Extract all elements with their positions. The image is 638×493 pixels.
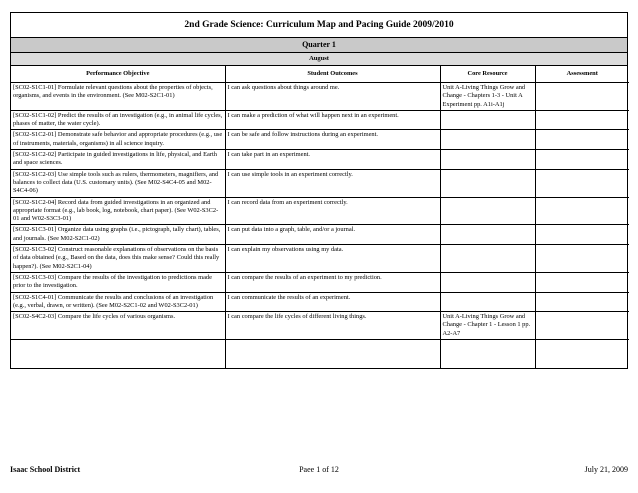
table-row [11, 83, 629, 111]
outcome-cell: I can communicate the results of an experiment. [225, 292, 440, 312]
outcome-cell: I can compare the life cycles of different living things. [225, 312, 440, 340]
outcome-cell: I can record data from an experiment correctly. [225, 197, 440, 225]
assessment-cell [535, 225, 629, 245]
outcome-cell: I can explain my observations using my data. [225, 245, 440, 273]
resource-cell [440, 225, 535, 245]
objective-cell: [SC02-S1C2-03] Use simple tools such as rulers, thermometers, magnifiers, and balances to collect data (U.S. customary units). (See M02-S4C4-05 and M02-S4C4-06) [11, 169, 225, 197]
table-row [11, 130, 629, 150]
table-row [11, 292, 629, 312]
outcome-cell: I can use simple tools in an experiment correctly. [225, 169, 440, 197]
assessment-cell [535, 150, 629, 170]
column-header-resource: Core Resource [440, 66, 535, 83]
resource-cell: Unit A-Living Things Grow and Change - Chapters 1-3 - Unit A Experiment pp. A1i-A1j [440, 83, 535, 111]
resource-cell [440, 272, 535, 292]
resource-cell [440, 130, 535, 150]
column-header-outcomes: Student Outcomes [225, 66, 440, 83]
table-row [11, 312, 629, 340]
curriculum-document [10, 12, 628, 369]
footer-page-number: Paee 1 of 12 [299, 465, 339, 474]
table-row [11, 110, 629, 130]
resource-cell [440, 197, 535, 225]
resource-cell [440, 292, 535, 312]
assessment-cell [535, 110, 629, 130]
column-header-objective: Performance Objective [11, 66, 225, 83]
resource-cell: Unit A-Living Things Grow and Change - Chapter 1 - Lesson 1 pp. A2-A7 [440, 312, 535, 340]
resource-cell [440, 245, 535, 273]
assessment-cell [535, 169, 629, 197]
assessment-cell [535, 130, 629, 150]
month-band: August [11, 53, 627, 66]
objective-cell: [SC02-S1C1-01] Formulate relevant questions about the properties of objects, organisms, and events in the environment. (See M02-S2C1-01) [11, 83, 225, 111]
outcome-cell: I can ask questions about things around me. [225, 83, 440, 111]
table-header-row [11, 66, 629, 83]
footer-date: July 21, 2009 [584, 465, 628, 474]
table-row [11, 245, 629, 273]
assessment-cell [535, 312, 629, 340]
objective-cell: [SC02-S1C4-01] Communicate the results and conclusions of an investigation (e.g., verbal, drawn, or written). (See M02-S2C1-02 and W02-S3C2-01) [11, 292, 225, 312]
outcome-cell: I can be safe and follow instructions during an experiment. [225, 130, 440, 150]
objective-cell: [SC02-S1C2-04] Record data from guided investigations in an organized and appropriate format (e.g., lab book, log, notebook, chart paper). (See W02-S3C2-01 and W02-S3C3-01) [11, 197, 225, 225]
resource-cell [440, 169, 535, 197]
table-row [11, 150, 629, 170]
outcome-cell: I can put data into a graph, table, and/or a journal. [225, 225, 440, 245]
table-cell [225, 340, 440, 369]
table-row [11, 272, 629, 292]
table-cell [440, 340, 535, 369]
footer-district: Isaac School District [10, 465, 81, 474]
table-row [11, 169, 629, 197]
table-row [11, 197, 629, 225]
page-footer [10, 465, 628, 479]
objective-cell: [SC02-S1C3-03] Compare the results of the investigation to predictions made prior to the investigation. [11, 272, 225, 292]
objective-cell: [SC02-S1C2-01] Demonstrate safe behavior and appropriate procedures (e.g., use of instruments, materials, organisms) in all science inquiry. [11, 130, 225, 150]
table-cell [535, 340, 629, 369]
outcome-cell: I can make a prediction of what will happen next in an experiment. [225, 110, 440, 130]
outcome-cell: I can compare the results of an experiment to my prediction. [225, 272, 440, 292]
column-header-assessment: Assessment [535, 66, 629, 83]
objective-cell: [SC02-S1C1-02] Predict the results of an investigation (e.g., in animal life cycles, phases of matter, the water cycle). [11, 110, 225, 130]
assessment-cell [535, 83, 629, 111]
resource-cell [440, 150, 535, 170]
quarter-band: Quarter 1 [11, 38, 627, 53]
assessment-cell [535, 197, 629, 225]
objective-cell: [SC02-S1C3-02] Construct reasonable explanations of observations on the basis of data obtained (e.g., Based on the data, does this make sense? Could this really happen?). (See M02-S2C1-04) [11, 245, 225, 273]
table-row [11, 225, 629, 245]
objective-cell: [SC02-S1C2-02] Participate in guided investigations in life, physical, and Earth and space sciences. [11, 150, 225, 170]
outcome-cell: I can take part in an experiment. [225, 150, 440, 170]
assessment-cell [535, 245, 629, 273]
document-title: 2nd Grade Science: Curriculum Map and Pacing Guide 2009/2010 [11, 13, 627, 38]
assessment-cell [535, 272, 629, 292]
curriculum-table [11, 66, 629, 368]
assessment-cell [535, 292, 629, 312]
objective-cell: [SC02-S4C2-03] Compare the life cycles of various organisms. [11, 312, 225, 340]
objective-cell: [SC02-S1C3-01] Organize data using graphs (i.e., pictograph, tally chart), tables, and journals. (See M02-S2C1-02) [11, 225, 225, 245]
resource-cell [440, 110, 535, 130]
blank-row [11, 340, 629, 369]
table-cell [11, 340, 225, 369]
